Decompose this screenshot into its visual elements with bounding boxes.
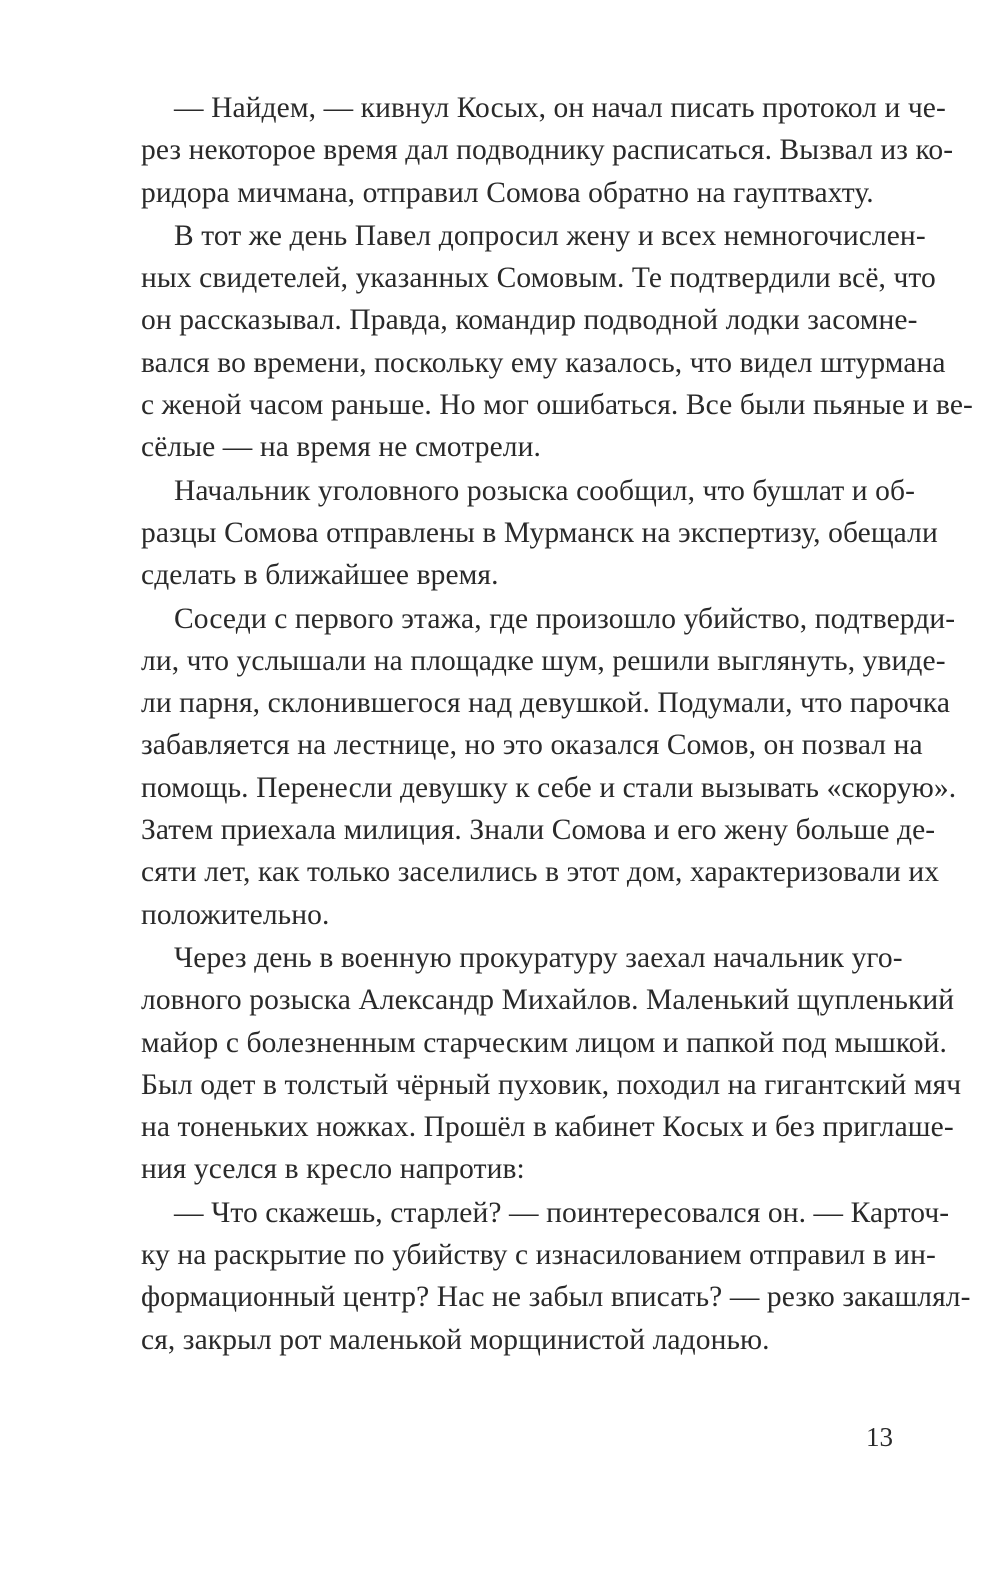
paragraph-5 <box>108 937 962 1191</box>
text-line: ловного розыска Александр Михайлов. Маленький щупленький <box>141 984 955 1017</box>
text-line: ных свидетелей, указанных Сомовым. Те подтвердили всё, что <box>141 262 936 295</box>
text-line: В тот же день Павел допросил жену и всех немногочислен- <box>174 219 926 252</box>
text-line: рез некоторое время дал подводнику расписаться. Вызвал из ко- <box>141 134 954 167</box>
text-line: сяти лет, как только заселились в этот дом, характеризовали их <box>141 856 940 889</box>
text-line: помощь. Перенесли девушку к себе и стали вызывать «скорую». <box>141 771 957 804</box>
text-line: Начальник уголовного розыска сообщил, что бушлат и об- <box>174 474 916 507</box>
text-line: с женой часом раньше. Но мог ошибаться. Все были пьяные и ве- <box>141 389 973 422</box>
paragraph-2 <box>108 215 973 469</box>
text-line: формационный центр? Нас не забыл вписать? — резко закашлял- <box>141 1281 971 1314</box>
text-line: Соседи с первого этажа, где произошло убийство, подтверди- <box>174 602 956 635</box>
text-line: ния уселся в кресло напротив: <box>141 1153 525 1186</box>
text-line: Был одет в толстый чёрный пуховик, походил на гигантский мяч <box>141 1068 962 1101</box>
text-line: Затем приехала милиция. Знали Сомова и его жену больше де- <box>141 814 936 847</box>
text-line: ку на раскрытие по убийству с изнасилованием отправил в ин- <box>141 1239 936 1272</box>
paragraph-3 <box>108 470 938 597</box>
text-line: он рассказывал. Правда, командир подводной лодки засомне- <box>141 304 918 337</box>
text-line: положительно. <box>141 898 330 931</box>
text-line: на тоненьких ножках. Прошёл в кабинет Косых и без приглаше- <box>141 1111 954 1144</box>
text-line: сёлые — на время не смотрели. <box>141 431 541 464</box>
text-line: Через день в военную прокуратуру заехал начальник уго- <box>174 941 903 974</box>
text-line: ридора мичмана, отправил Сомова обратно на гауптвахту. <box>141 176 874 209</box>
text-line: — Найдем, — кивнул Косых, он начал писать протокол и че- <box>174 92 946 124</box>
text-line: ли парня, склонившегося над девушкой. Подумали, что парочка <box>141 687 951 720</box>
body-text <box>108 87 973 1362</box>
text-line: сделать в ближайшее время. <box>141 559 499 592</box>
text-line: ся, закрыл рот маленькой морщинистой ладонью. <box>141 1323 770 1356</box>
paragraph-1 <box>108 87 954 214</box>
text-line: ли, что услышали на площадке шум, решили выглянуть, увиде- <box>141 644 946 677</box>
text-line: забавляется на лестнице, но это оказался Сомов, он позвал на <box>141 729 923 762</box>
text-line: майор с болезненным старческим лицом и папкой под мышкой. <box>141 1026 948 1059</box>
text-line: разцы Сомова отправлены в Мурманск на экспертизу, обещали <box>141 516 938 549</box>
paragraph-6 <box>108 1192 971 1361</box>
page-number: 13 <box>866 1422 893 1452</box>
text-line: вался во времени, поскольку ему казалось, что видел штурмана <box>141 346 946 379</box>
paragraph-4 <box>108 598 957 936</box>
text-line: — Что скажешь, старлей? — поинтересовался он. — Карточ- <box>174 1196 950 1229</box>
